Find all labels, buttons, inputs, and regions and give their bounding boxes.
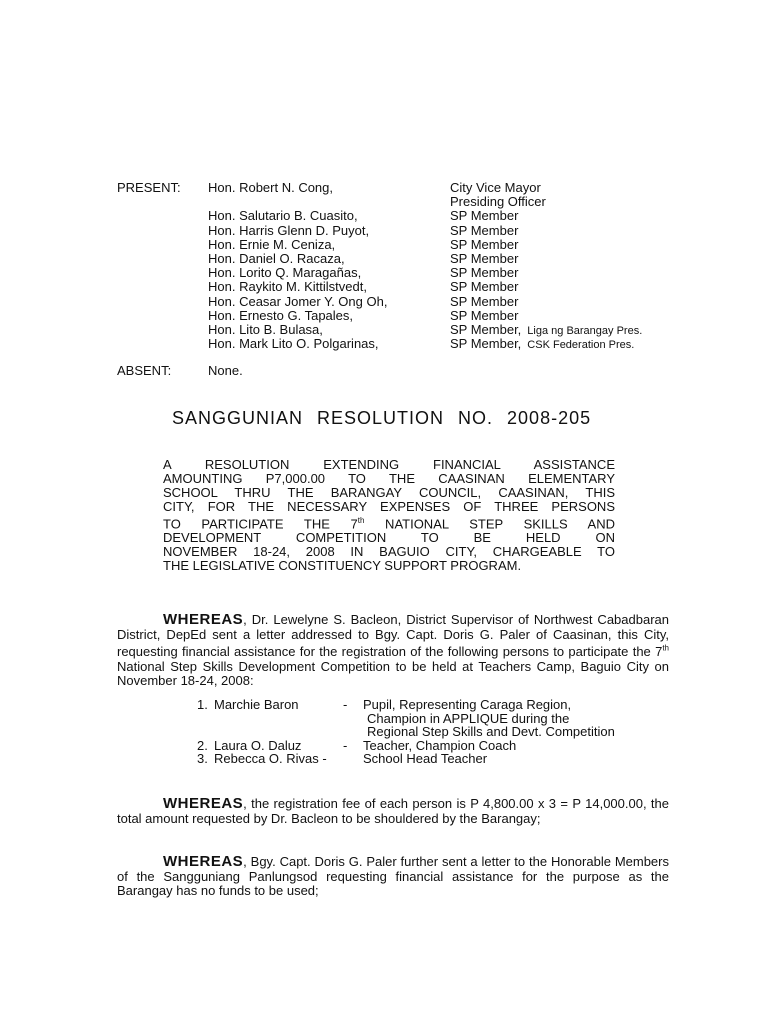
member-note: CSK Federation Pres. (527, 339, 635, 352)
participant-role: Pupil, Representing Caraga Region, (363, 697, 572, 712)
participant-name: Marchie Baron (214, 697, 299, 712)
member-position (450, 238, 518, 252)
member-name: Hon. Raykito M. Kittilstvedt, (208, 279, 367, 295)
member-position-text: SP Member, (450, 321, 522, 337)
member-position (450, 266, 518, 280)
member-position (450, 252, 518, 266)
member-position-text: SP Member, (450, 336, 522, 352)
subject-line: SCHOOL THRU THE BARANGAY COUNCIL, CAASINAN, THIS (163, 485, 615, 500)
member-name: Hon. Mark Lito O. Polgarinas, (208, 336, 379, 352)
member-position (450, 295, 518, 309)
subject-line: TO PARTICIPATE THE 7th NATIONAL STEP SKILLS AND (163, 516, 615, 532)
member-note: Liga ng Barangay Pres. (527, 324, 643, 337)
member-position (450, 224, 518, 238)
absent-label: ABSENT: (117, 363, 172, 378)
attendance-row (117, 337, 717, 351)
attendance-row (117, 195, 717, 209)
whereas-keyword: WHEREAS (163, 795, 244, 812)
member-position-text: City Vice Mayor (450, 180, 541, 195)
attendance-row (117, 323, 717, 337)
member-position-text: Presiding Officer (450, 194, 546, 210)
member-name: Hon. Ernesto G. Tapales, (208, 307, 354, 323)
member-name: Hon. Ceasar Jomer Y. Ong Oh, (208, 293, 388, 309)
attendance-list (117, 181, 717, 351)
member-name: Hon. Salutario B. Cuasito, (208, 208, 358, 224)
participant-number: 2. (197, 737, 208, 753)
member-position-text: SP Member (450, 307, 519, 323)
member-position-text: SP Member (450, 250, 519, 266)
attendance-row (117, 280, 717, 294)
participant-role: School Head Teacher (363, 751, 488, 767)
subject-line: CITY, FOR THE NECESSARY EXPENSES OF THREE PERSONS (163, 499, 615, 514)
participant-row-continued (197, 712, 677, 726)
attendance-row (117, 295, 717, 309)
participant-number: 3. (197, 751, 208, 767)
member-name: Hon. Ernie M. Ceniza, (208, 236, 336, 252)
attendance-row (117, 181, 717, 195)
participant-row-continued (197, 725, 677, 739)
attendance-row (117, 309, 717, 323)
participant-row (197, 752, 677, 766)
member-position-text: SP Member (450, 293, 519, 309)
ordinal-suffix: th (357, 516, 365, 525)
participant-row (197, 698, 677, 712)
whereas-text: , Bgy. Capt. Doris G. Paler further sent a letter to the Honorable Members of the Sangguniang Panlungsod requesting financial assistance for the purpose as the Barangay has no funds to be used; (117, 854, 669, 898)
resolution-subject (163, 458, 615, 573)
participant-row (197, 739, 677, 753)
attendance-row (117, 266, 717, 280)
member-position-text: SP Member (450, 265, 519, 281)
attendance-row (117, 252, 717, 266)
subject-line: A RESOLUTION EXTENDING FINANCIAL ASSISTANCE (163, 457, 615, 472)
member-name: Hon. Daniel O. Racaza, (208, 250, 345, 266)
subject-line: NOVEMBER 18-24, 2008 IN BAGUIO CITY, CHARGEABLE TO (163, 544, 615, 560)
whereas-paragraph-2 (117, 797, 669, 826)
member-position (450, 195, 546, 209)
member-position (450, 309, 518, 323)
attendance-row (117, 238, 717, 252)
member-name: Hon. Robert N. Cong, (208, 180, 334, 195)
member-position (450, 280, 518, 294)
member-name: Hon. Lorito Q. Maragañas, (208, 265, 362, 281)
participant-dash: - (343, 697, 348, 712)
participant-name: Rebecca O. Rivas - (214, 751, 327, 767)
subject-line: AMOUNTING P7,000.00 TO THE CAASINAN ELEMENTARY (163, 471, 615, 486)
present-label: PRESENT: (117, 180, 181, 195)
member-position-text: SP Member (450, 208, 519, 224)
participants-list (197, 698, 677, 766)
subject-line: DEVELOPMENT COMPETITION TO BE HELD ON (163, 530, 615, 546)
participant-name: Laura O. Daluz (214, 737, 302, 753)
ordinal-suffix: th (662, 644, 669, 653)
whereas-keyword: WHEREAS (163, 611, 244, 628)
member-position (450, 337, 634, 352)
subject-line: THE LEGISLATIVE CONSTITUENCY SUPPORT PROGRAM. (163, 558, 522, 574)
whereas-text: , Dr. Lewelyne S. Bacleon, District Supervisor of Northwest Cabadbaran District, DepEd sent a letter addressed to Bgy. Capt. Doris G. Paler of Caasinan, this City, requesting financial assistance for the registration of the following persons to participate the 7th National Step Skills Development Competition to be held at Teachers Camp, Baguio City on November 18-24, 2008: (117, 612, 669, 689)
attendance-row (117, 209, 717, 223)
whereas-keyword: WHEREAS (163, 853, 244, 870)
participant-role-continued: Regional Step Skills and Devt. Competition (367, 724, 615, 740)
whereas-paragraph-1 (117, 613, 669, 689)
participant-dash: - (343, 737, 348, 753)
member-name: Hon. Lito B. Bulasa, (208, 321, 323, 337)
participant-role-continued: Champion in APPLIQUE during the (367, 710, 570, 726)
whereas-text: , the registration fee of each person is P 4,800.00 x 3 = P 14,000.00, the total amount requested by Dr. Bacleon to be shouldered by the Barangay; (117, 796, 669, 826)
member-position-text: SP Member (450, 236, 519, 252)
member-position-text: SP Member (450, 279, 519, 295)
member-name: Hon. Harris Glenn D. Puyot, (208, 222, 370, 238)
participant-number: 1. (197, 697, 208, 712)
member-position-text: SP Member (450, 222, 519, 238)
member-position (450, 181, 541, 195)
member-position (450, 209, 518, 223)
whereas-paragraph-3 (117, 855, 669, 899)
attendance-row (117, 224, 717, 238)
participant-role: Teacher, Champion Coach (363, 737, 517, 753)
absent-value: None. (208, 363, 243, 378)
resolution-title: SANGGUNIAN RESOLUTION NO. 2008-205 (172, 408, 592, 428)
